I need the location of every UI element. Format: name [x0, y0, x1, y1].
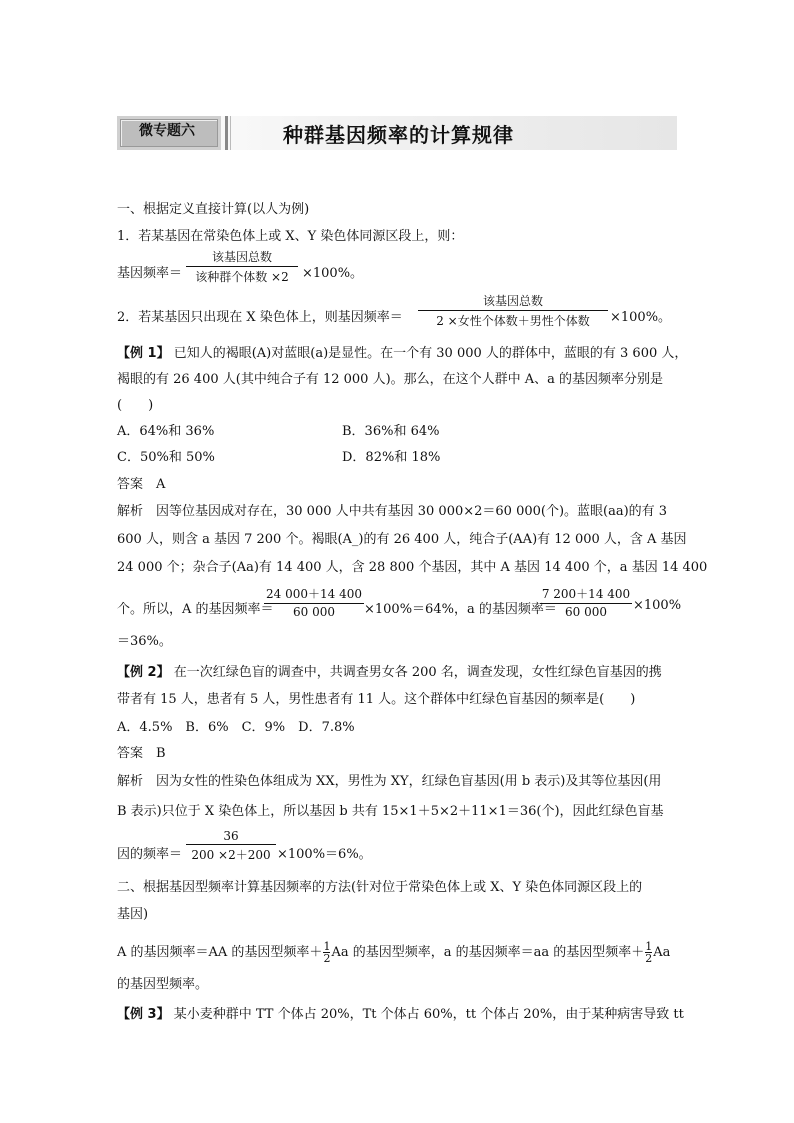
example2-fraction	[186, 829, 276, 863]
fraction-bar	[540, 603, 632, 604]
formula2-numerator: 该基因总数	[482, 294, 543, 308]
section2-formula-a: A 的基因频率＝AA 的基因型频率＋	[117, 945, 323, 960]
formula1-fraction	[186, 248, 298, 285]
example3-label: 【例 3】	[117, 1007, 170, 1022]
half-denominator: 2	[645, 952, 653, 965]
half-fraction	[645, 941, 652, 964]
section2-formula	[117, 941, 670, 964]
fraction-bar	[186, 266, 298, 267]
fraction-bar	[264, 603, 364, 604]
example1-explanation-1: 解析 因等位基因成对存在，30 000 人中共有基因 30 000×2＝60 000(个)。蓝眼(aa)的有 3	[117, 504, 668, 519]
example1-option-b: B．36%和 64%	[342, 424, 440, 439]
example1-line2: 褐眼的有 26 400 人(其中纯合子有 12 000 人)。那么，在这个人群中 A、a 的基因频率分别是	[117, 372, 664, 387]
example2-explanation-3b: ×100%＝6%。	[277, 847, 372, 862]
example1-explanation-4a: 个。所以，A 的基因频率＝	[117, 602, 274, 617]
example2-explanation-3a: 因的频率＝	[117, 847, 183, 862]
section2-formula-d: 的基因型频率。	[117, 977, 209, 992]
header-tag: 微专题六	[139, 123, 195, 139]
formula1-right: ×100%。	[302, 266, 364, 281]
example1-explanation-5: ＝36%。	[117, 634, 172, 649]
formula2-right: ×100%。	[610, 310, 672, 325]
example2-denominator: 200 ×2＋200	[191, 848, 271, 862]
example2-numerator: 36	[223, 829, 239, 843]
example2-line1: 在一次红绿色盲的调查中，共调查男女各 200 名，调查发现，女性红绿色盲基因的携	[173, 665, 662, 680]
half-fraction	[323, 941, 330, 964]
example1-option-d: D．82%和 18%	[342, 450, 441, 465]
example2-explanation-2: B 表示)只位于 X 染色体上，所以基因 b 共有 15×1＋5×2＋11×1＝36(个)，因此红绿色盲基	[117, 804, 664, 819]
example1-explanation-4c: ×100%	[633, 598, 682, 613]
section1-heading: 一、根据定义直接计算(以人为例)	[117, 202, 310, 217]
half-denominator: 2	[323, 952, 331, 965]
header-tag-box	[117, 116, 221, 150]
header-divider	[225, 116, 228, 150]
half-numerator: 1	[645, 940, 653, 953]
formula2-denominator: 2 ×女性个体数＋男性个体数	[436, 314, 590, 328]
example2-line2: 带者有 15 人，患者有 5 人，男性患者有 11 人。这个群体中红绿色盲基因的频率是( )	[117, 692, 636, 707]
example1-line1: 已知人的褐眼(A)对蓝眼(a)是显性。在一个有 30 000 人的群体中，蓝眼的有 3 600 人，	[173, 346, 688, 361]
fraction-b-denominator: 60 000	[565, 605, 607, 619]
formula1-left: 基因频率＝	[117, 266, 183, 281]
example1-explanation-3: 24 000 个；杂合子(Aa)有 14 400 人，含 28 800 个基因，其中 A 基因 14 400 个，a 基因 14 400	[117, 560, 708, 575]
example3-line1: 某小麦种群中 TT 个体占 20%，Tt 个体占 60%，tt 个体占 20%，由于某种病害导致 tt	[173, 1007, 684, 1022]
page-title: 种群基因频率的计算规律	[283, 123, 514, 147]
formula2-fraction	[418, 292, 608, 329]
half-numerator: 1	[323, 940, 331, 953]
example2-answer: 答案 B	[117, 746, 166, 761]
example3-question	[117, 1003, 684, 1022]
header-divider-thin	[230, 116, 231, 150]
section2-formula-c: Aa	[653, 945, 671, 960]
example1-fraction-b	[540, 585, 632, 619]
fraction-bar	[418, 310, 608, 311]
example1-answer: 答案 A	[117, 477, 166, 492]
section2-heading-1: 二、根据基因型频率计算基因频率的方法(针对位于常染色体上或 X、Y 染色体同源区段上的	[117, 880, 643, 895]
fraction-b-numerator: 7 200＋14 400	[541, 587, 631, 601]
formula1-numerator: 该基因总数	[211, 250, 272, 264]
example1-fraction-a	[264, 585, 364, 619]
fraction-a-denominator: 60 000	[293, 605, 335, 619]
section2-formula-b: Aa 的基因型频率，a 的基因频率＝aa 的基因型频率＋	[331, 945, 645, 960]
example2-explanation-1: 解析 因为女性的性染色体组成为 XX，男性为 XY，红绿色盲基因(用 b 表示)及其等位基因(用	[117, 774, 662, 789]
example1-label: 【例 1】	[117, 346, 170, 361]
section1-item1: 1．若某基因在常染色体上或 X、Y 染色体同源区段上，则：	[117, 229, 464, 244]
fraction-bar	[186, 844, 276, 845]
section2-heading-2: 基因)	[117, 907, 149, 922]
section1-item2: 2．若某基因只出现在 X 染色体上，则基因频率＝	[117, 310, 403, 325]
example2-options: A．4.5% B．6% C．9% D．7.8%	[117, 720, 355, 735]
example1-option-c: C．50%和 50%	[117, 450, 215, 465]
example2-label: 【例 2】	[117, 665, 170, 680]
fraction-a-numerator: 24 000＋14 400	[266, 587, 362, 601]
example2-question	[117, 661, 662, 680]
example1-explanation-4b: ×100%＝64%，a 的基因频率＝	[364, 602, 557, 617]
example1-question	[117, 342, 687, 361]
example1-line3: ( )	[117, 398, 154, 413]
example1-explanation-2: 600 人，则含 a 基因 7 200 个。褐眼(A_)的有 26 400 人，纯合子(AA)有 12 000 人，含 A 基因	[117, 532, 687, 547]
formula1-denominator: 该种群个体数 ×2	[195, 270, 289, 284]
example1-option-a: A．64%和 36%	[117, 424, 215, 439]
section-header	[117, 116, 677, 150]
